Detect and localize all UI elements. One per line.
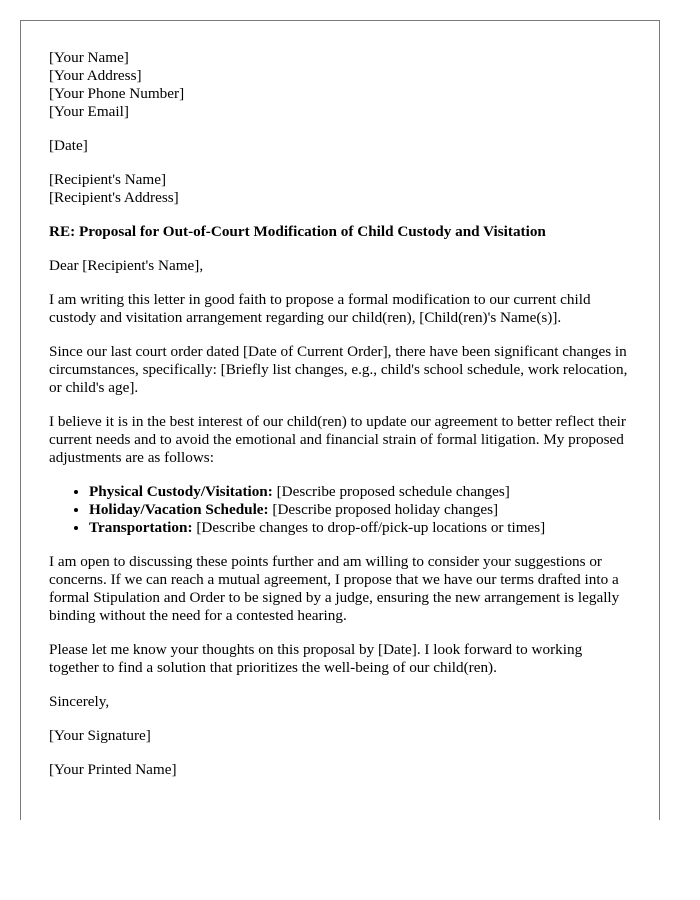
paragraph-changes: Since our last court order dated [Date of Current Order], there have been significant changes in circumstances, specifically: [Briefly list changes, e.g., child's school schedule, work relocation, or child's age]. xyxy=(49,343,628,396)
sender-email: [Your Email] xyxy=(49,103,129,120)
sender-block xyxy=(49,49,631,121)
list-item xyxy=(89,519,631,537)
paragraph-intro: I am writing this letter in good faith to propose a formal modification to our current child custody and visitation arrangement regarding our child(ren), [Child(ren)'s Name(s)]. xyxy=(49,291,591,326)
recipient-address: [Recipient's Address] xyxy=(49,189,179,206)
list-item-text: [Describe proposed schedule changes] xyxy=(272,483,510,500)
list-item xyxy=(89,501,631,519)
recipient-block xyxy=(49,171,631,207)
list-item-label: Transportation: xyxy=(89,519,193,536)
letter-date: [Date] xyxy=(49,137,88,154)
list-item-label: Holiday/Vacation Schedule: xyxy=(89,501,269,518)
salutation: Dear [Recipient's Name], xyxy=(49,257,204,274)
list-item-text: [Describe changes to drop-off/pick-up locations or times] xyxy=(192,519,546,536)
letter-page xyxy=(20,20,660,820)
subject-line: RE: Proposal for Out-of-Court Modification of Child Custody and Visitation xyxy=(49,223,546,240)
list-item-text: [Describe proposed holiday changes] xyxy=(268,501,499,518)
paragraph-request: Please let me know your thoughts on this proposal by [Date]. I look forward to working together to find a solution that prioritizes the well-being of our child(ren). xyxy=(49,641,583,676)
adjustments-list xyxy=(49,483,631,537)
date-block xyxy=(49,137,631,155)
sender-address: [Your Address] xyxy=(49,67,142,84)
sender-phone: [Your Phone Number] xyxy=(49,85,185,102)
sender-name: [Your Name] xyxy=(49,49,129,66)
signoff: Sincerely, xyxy=(49,693,110,710)
paragraph-discussion: I am open to discussing these points further and am willing to consider your suggestions or concerns. If we can reach a mutual agreement, I propose that we have our terms drafted into a formal Stipulation and Order to be signed by a judge, ensuring the new arrangement is legally binding without the need for a contested hearing. xyxy=(49,553,620,624)
list-item xyxy=(89,483,631,501)
paragraph-proposal: I believe it is in the best interest of our child(ren) to update our agreement to better reflect their current needs and to avoid the emotional and financial strain of formal litigation. My proposed adjustments are as follows: xyxy=(49,413,626,466)
printed-name: [Your Printed Name] xyxy=(49,761,177,778)
recipient-name: [Recipient's Name] xyxy=(49,171,167,188)
signature: [Your Signature] xyxy=(49,727,151,744)
list-item-label: Physical Custody/Visitation: xyxy=(89,483,273,500)
